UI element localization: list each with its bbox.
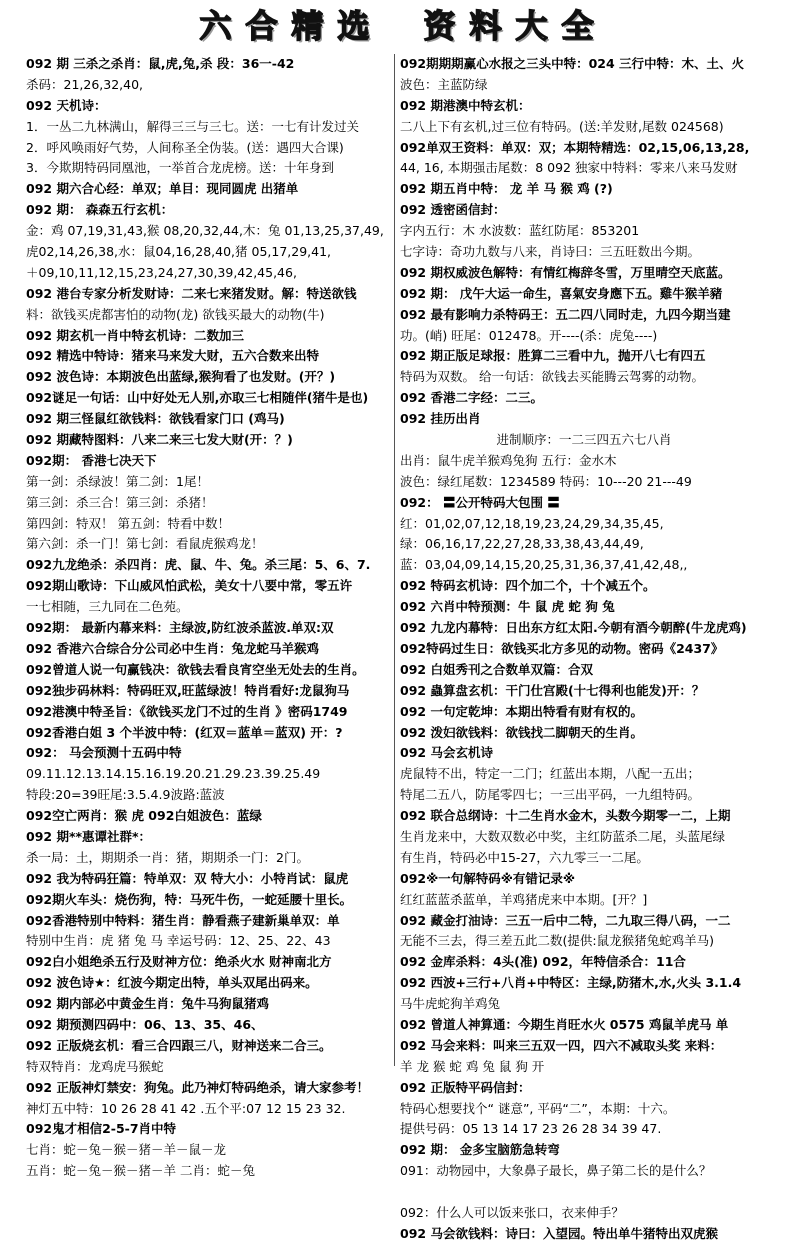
text-line: 二八上下有玄机,过三位有特码。(送:羊发财,尾数 024568) <box>400 118 724 134</box>
title-char: 合 <box>245 7 278 45</box>
text-line: 特码心想要找个“ 谜意”, 平码“二”，本期：十六。 <box>400 1100 676 1116</box>
section-heading: 092 一句定乾坤：本期出特看有财有权的。 <box>400 703 643 719</box>
text-line <box>400 1182 768 1203</box>
section-heading: 092谜足一句话：山中好处无人别,亦取三七相随伴(猪牛是也) <box>26 390 369 406</box>
text-line: 进制顺序：一二三四五六七八肖 <box>496 432 672 448</box>
section-heading: 092： 〓公开特码大包围 〓 <box>400 494 560 510</box>
text-line: 字内五行：木 水波数：蓝红防尾：853201 <box>400 223 640 239</box>
text-line: 第一剑：杀绿波！第二剑：1尾！ <box>26 473 209 489</box>
text-line: 092：什么人可以饭来张口，衣来伸手？ <box>400 1204 624 1220</box>
text-line: 虎鼠特不出，特定一二门；红蓝出本期，八配一五出； <box>400 766 701 782</box>
section-heading: 092 精选中特诗：猪来马来发大财，五六合数来出特 <box>26 348 319 364</box>
title-char: 选 <box>337 7 370 45</box>
left-column <box>26 54 392 1182</box>
section-heading: 092九龙绝杀：杀四肖：虎、鼠、牛、兔。杀三尾：5、6、7. <box>26 557 371 573</box>
text-line: 神灯五中特：10 26 28 41 42 .五个平:07 12 15 23 32. <box>26 1100 346 1116</box>
text-line: 波色：主蓝防绿 <box>400 76 488 92</box>
text-line: 提供号码：05 13 14 17 23 26 28 34 39 47. <box>400 1121 662 1137</box>
section-heading: 092 蟲算盘玄机：干门仕宫殿(十七得利也能发)开：？ <box>400 682 705 698</box>
title-char: 料 <box>469 7 502 45</box>
column-divider <box>394 54 395 1066</box>
section-heading: 092 期六合心经：单双；单目：现同圆虎 出猪单 <box>26 181 299 197</box>
section-heading: 092鬼才相信2-5-7肖中特 <box>26 1121 177 1137</box>
section-heading: 092独步码林料：特码旺双,旺蓝绿波！特肖看好:龙鼠狗马 <box>26 682 350 698</box>
title-char: 精 <box>291 7 324 45</box>
section-heading: 092 泼妇欲钱料：欲钱找二脚朝天的生肖。 <box>400 724 643 740</box>
section-heading: 092 马会来料：叫来三五双一四，四六不减取头奖 来料： <box>400 1037 723 1053</box>
section-heading: 092 期玄机一肖中特玄机诗：二数加三 <box>26 327 244 343</box>
section-heading: 092 期三怪鼠红欲钱料：欲钱看家门口 (鸡马) <box>26 411 285 427</box>
section-heading: 092 期： 森森五行玄机： <box>26 202 174 218</box>
section-heading: 092 期港澳中特玄机： <box>400 97 531 113</box>
right-column <box>400 54 768 1245</box>
section-heading: 092 正版神灯禁安：狗兔。此乃神灯特码绝杀，请大家参考！ <box>26 1079 369 1095</box>
text-line: 出肖：鼠牛虎羊猴鸡兔狗 五行：金水木 <box>400 452 617 468</box>
text-line: 091：动物园中，大象鼻子最长，鼻子第二长的是什么？ <box>400 1163 712 1179</box>
text-line: 五肖：蛇－兔－猴－猪－羊 二肖：蛇－兔 <box>26 1163 255 1179</box>
text-line: 马牛虎蛇狗羊鸡兔 <box>400 996 501 1012</box>
section-heading: 092 白姐秀刊之合数单双篇：合双 <box>400 661 593 677</box>
section-heading: 092 联合总纲诗：十二生肖水金木，头数今期零一二，上期 <box>400 808 731 824</box>
text-line: 3．今欺期特码同凰池，一举首合龙虎榜。送：十年身到 <box>26 160 334 176</box>
section-heading: 092 期权威波色解特：有情红梅辞冬雪，万里晴空天底蓝。 <box>400 264 731 280</box>
section-heading: 092※一句解特码※有错记录※ <box>400 870 576 886</box>
section-heading: 092 波色诗：本期波色出蓝绿,猴狗看了也发财。(开？) <box>26 369 336 385</box>
section-heading: 092 期预测四码中：06、13、35、46、 <box>26 1016 264 1032</box>
section-heading: 092期火车头：烧伤狗，特：马死牛伤，一蛇延腰十里长。 <box>26 891 353 907</box>
section-heading: 092期期期赢心水报之三头中特：024 三行中特：木、土、火 <box>400 56 745 71</box>
section-heading: 092期： 最新内幕来料：主绿波,防红波杀蓝波.单双:双 <box>26 620 334 636</box>
section-heading: 092 马会欲钱料：诗曰：入望园。特出单牛猪特出双虎猴 <box>400 1225 718 1241</box>
text-line: 虎02,14,26,38,水：鼠04,16,28,40,猪 05,17,29,41, <box>26 244 332 260</box>
section-heading: 092 透密函信封： <box>400 202 506 218</box>
text-line: 特别中生肖：虎 猪 兔 马 幸运号码：12、25、22、43 <box>26 933 331 949</box>
text-line: 杀一局：土，期期杀一肖：猪，期期杀一门：2门。 <box>26 849 309 865</box>
section-heading: 092 曾道人神算通：今期生肖旺水火 0575 鸡鼠羊虎马 单 <box>400 1016 729 1032</box>
section-heading: 092 马会玄机诗 <box>400 745 493 761</box>
text-line: 生肖龙来中，大数双数必中奖，主红防蓝杀二尾，头蓝尾绿 <box>400 828 726 844</box>
text-line: 红红蓝蓝杀蓝单，羊鸡猪虎来中本期。[开？] <box>400 891 648 907</box>
text-line: 无能不三去，得三差五此二数(提供:鼠龙猴猪兔蛇鸡羊马) <box>400 933 714 949</box>
text-line: 料：欲钱买虎都害怕的动物(龙) 欲钱买最大的动物(牛) <box>26 306 325 322</box>
section-heading: 092 期内部必中黄金生肖：兔牛马狗鼠猪鸡 <box>26 996 269 1012</box>
section-heading: 092港澳中特圣旨：《欲钱买龙门不过的生肖 》密码1749 <box>26 703 348 719</box>
text-line: 杀码：21,26,32,40, <box>26 76 144 92</box>
section-heading: 092白小姐绝杀五行及财神方位：绝杀火水 财神南北方 <box>26 954 332 970</box>
section-heading: 092 香港六合综合分公司必中生肖：兔龙蛇马羊猴鸡 <box>26 640 319 656</box>
text-line: 1．一丛二九林满山，解得三三与三七。送：一七有计发过关 <box>26 118 359 134</box>
section-heading: 092 六肖中特预测：牛 鼠 虎 蛇 狗 兔 <box>400 599 615 615</box>
section-heading: 092 期正版足球报：胜算二三看中九，抛开八七有四五 <box>400 348 706 364</box>
section-heading: 092 期 三杀之杀肖：鼠,虎,兔,杀 段：36一-42 <box>26 56 295 71</box>
text-line: 绿：06,16,17,22,27,28,33,38,43,44,49, <box>400 536 644 552</box>
text-line: 蓝：03,04,09,14,15,20,25,31,36,37,41,42,48,, <box>400 557 688 573</box>
section-heading: 092 挂历出肖 <box>400 411 481 427</box>
text-line: ＋09,10,11,12,15,23,24,27,30,39,42,45,46, <box>26 264 297 280</box>
text-line: 特码为双数。 给一句话：欲钱去买能腾云驾雾的动物。 <box>400 369 704 385</box>
text-line: 09.11.12.13.14.15.16.19.20.21.29.23.39.25.49 <box>26 766 321 782</box>
section-heading: 092 期五肖中特： 龙 羊 马 猴 鸡 (?) <box>400 181 613 197</box>
text-line: 金：鸡 07,19,31,43,猴 08,20,32,44,木：兔 01,13,25,37,49, <box>26 223 384 239</box>
text-line: 七肖：蛇－兔－猴－猪－羊－鼠－龙 <box>26 1142 227 1158</box>
text-line: 特段:20=39旺尾:3.5.4.9波路:蓝波 <box>26 787 225 803</box>
text-line: 第三剑：杀三合！第三剑：杀猪！ <box>26 494 214 510</box>
section-heading: 092单双王资料：单双：双；本期特精选：02,15,06,13,28, <box>400 139 750 155</box>
section-heading: 092 期**惠谭社群*： <box>26 828 152 844</box>
text-line: 第六剑：杀一门！第七剑：看鼠虎猴鸡龙！ <box>26 536 264 552</box>
title-char: 大 <box>515 7 548 45</box>
section-heading: 092 期藏特图料：八来二来三七发大财(开：？) <box>26 432 293 448</box>
section-heading: 092 藏金打油诗：三五一后中二特，二九取三得八码，一二 <box>400 912 731 928</box>
section-heading: 092 港台专家分析发财诗：二来七来猪发财。解：特送欲钱 <box>26 285 357 301</box>
section-heading: 092 我为特码狂篇：特单双：双 特大小：小特肖试：鼠虎 <box>26 870 349 886</box>
text-line: 44, 16, 本期强击尾数：8 092 独家中特料：零来八来马发财 <box>400 160 738 176</box>
text-line: 一七相随，三九同在二色苑。 <box>26 599 189 615</box>
text-line: 波色：绿红尾数：1234589 特码：10---20 21---49 <box>400 473 692 489</box>
text-line: 特双特肖：龙鸡虎马猴蛇 <box>26 1058 164 1074</box>
title-banner <box>0 0 793 52</box>
text-line: 特尾二五八，防尾零四七；一三出平码，一九组特码。 <box>400 787 701 803</box>
section-heading: 092期： 香港七决天下 <box>26 452 157 468</box>
section-heading: 092 正版烧玄机：看三合四跟三八，财神送来二合三。 <box>26 1037 332 1053</box>
title-char: 六 <box>199 7 232 45</box>
section-heading: 092特码过生日：欲钱买北方多见的动物。密码《2437》 <box>400 640 724 656</box>
section-heading: 092 九龙内幕特：日出东方红太阳.今朝有酒今朝醉(牛龙虎鸡) <box>400 620 747 636</box>
title-char: 资 <box>423 7 456 45</box>
section-heading: 092： 马会预测十五码中特 <box>26 745 182 761</box>
section-heading: 092 金库杀料：4头(准) 092，年特信杀合：11合 <box>400 954 686 970</box>
section-heading: 092 期： 戊午大运一命生，喜氣安身應下五。雞牛猴羊豬 <box>400 285 723 301</box>
section-heading: 092 波色诗★：红波今期定出特，单头双尾出码来。 <box>26 975 318 991</box>
text-line: 2．呼风唤雨好气势，人间称圣全伪装。(送：遇四大合课) <box>26 139 344 155</box>
section-heading: 092 最有影响力杀特码王：五二四八同时走，九四今期当建 <box>400 306 731 322</box>
text-line: 羊 龙 猴 蛇 鸡 兔 鼠 狗 开 <box>400 1058 545 1074</box>
section-heading: 092 正版特平码信封： <box>400 1079 531 1095</box>
text-line: 红：01,02,07,12,18,19,23,24,29,34,35,45, <box>400 515 664 531</box>
section-heading: 092香港白姐 3 个半波中特：(红双＝蓝单＝蓝双) 开：? <box>26 724 343 740</box>
section-heading: 092曾道人说一句赢钱决：欲钱去看良宵空坐无处去的生肖。 <box>26 661 365 677</box>
text-line: 功。(峭) 旺尾：012478。开----(杀：虎兔----) <box>400 327 658 343</box>
section-heading: 092空亡两肖：猴 虎 092白姐波色：蓝绿 <box>26 808 262 824</box>
section-heading: 092 特码玄机诗：四个加二个，十个减五个。 <box>400 578 656 594</box>
text-line: 有生肖，特码必中15-27，六九零三一二尾。 <box>400 849 649 865</box>
title-char: 全 <box>561 7 594 45</box>
section-heading: 092 香港二字经：二三。 <box>400 390 543 406</box>
section-heading: 092 天机诗： <box>26 97 107 113</box>
section-heading: 092 西波+三行+八肖+中特区：主绿,防猪木,水,火头 3.1.4 <box>400 975 742 991</box>
section-heading: 092期山歌诗：下山威风怕武松，美女十八要中常，零五许 <box>26 578 353 594</box>
section-heading: 092香港特别中特料：猪生肖：静看燕子建新巢单双：单 <box>26 912 340 928</box>
text-line: 七字诗：奇功九数与八来，肖诗曰：三五旺数出今期。 <box>400 244 701 260</box>
text-line: 第四剑：特双！ 第五剑：特看中数！ <box>26 515 230 531</box>
section-heading: 092 期： 金多宝脑筋急转弯 <box>400 1142 560 1158</box>
